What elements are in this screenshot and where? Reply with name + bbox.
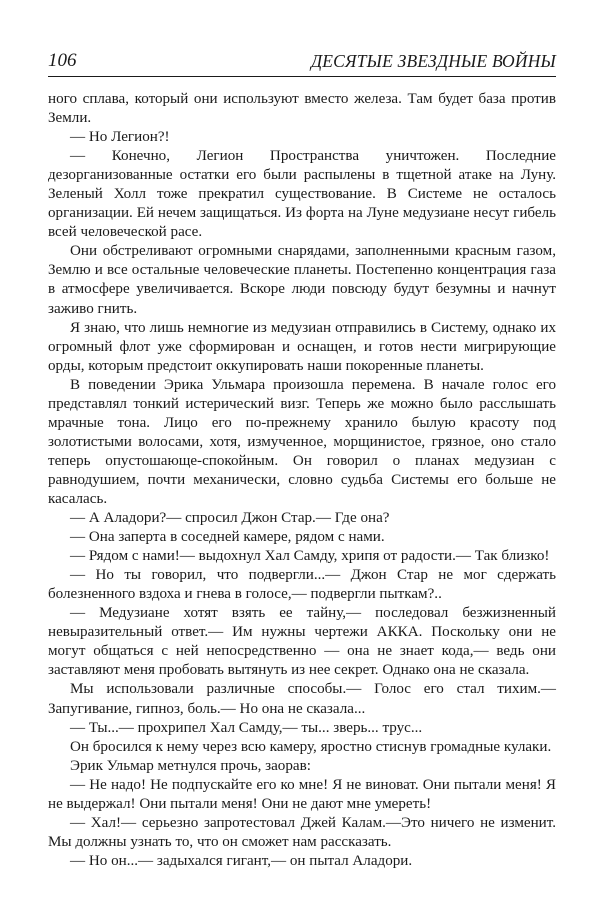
header-rule	[48, 76, 556, 77]
paragraph: — Рядом с нами!— выдохнул Хал Самду, хрипя от радости.— Так близко!	[70, 548, 550, 565]
paragraph: — Не надо! Не подпускайте его ко мне! Я не виноват. Они пытали меня! Я не выдержал! Они пытали меня! Они не дают мне умереть!	[48, 776, 556, 812]
paragraph: В поведении Эрика Ульмара произошла перемена. В начале голос его представлял тонкий истерический визг. Теперь же можно было расслышать мрачные тона. Лицо его по-прежнему хранило былую красоту под золотистыми волосами, хотя, измученное, морщинистое, грязное, оно стало теперь опустошающе-спокойным. Он говорил о планах медузиан с равнодушием, почти механически, словно судьба Системы его больше не касалась.	[48, 376, 556, 507]
paragraph: — Ты...— прохрипел Хал Самду,— ты... зверь... трус...	[70, 719, 423, 736]
paragraph: — Но ты говорил, что подвергли...— Джон Стар не мог сдержать болезненного вздоха и гнева в голосе,— подвергли пыткам?..	[48, 567, 556, 603]
paragraph: ного сплава, который они используют вместо железа. Там будет база против Земли.	[48, 91, 556, 127]
page-number: 106	[48, 50, 77, 71]
body-text	[48, 90, 556, 871]
running-title: ДЕСЯТЫЕ ЗВЕЗДНЫЕ ВОЙНЫ	[310, 51, 556, 71]
paragraph: — Она заперта в соседней камере, рядом с нами.	[70, 529, 385, 546]
paragraph: — А Аладори?— спросил Джон Стар.— Где она?	[70, 510, 390, 527]
paragraph: Они обстреливают огромными снарядами, заполненными красным газом, Землю и все остальные человеческие планеты. Постепенно концентрация газа в атмосфере увеличивается. Вскоре люди повсюду будут безумны и начнут заживо гнить.	[48, 243, 556, 317]
paragraph: Он бросился к нему через всю камеру, яростно стиснув громадные кулаки.	[70, 738, 552, 755]
page-header	[48, 50, 556, 74]
paragraph: — Хал!— серьезно запротестовал Джей Калам.—Это ничего не изменит. Мы должны узнать то, что он сможет нам рассказать.	[48, 814, 556, 850]
paragraph: — Конечно, Легион Пространства уничтожен. Последние дезорганизованные остатки его были распылены в тщетной атаке на Луну. Зеленый Холл тоже прекратил существование. В Системе не осталось организации. Ей нечем защищаться. Из форта на Луне медузиане несут гибель всей человеческой расе.	[48, 148, 556, 241]
paragraph: Эрик Ульмар метнулся прочь, заорав:	[70, 757, 311, 774]
paragraph: — Медузиане хотят взять ее тайну,— последовал безжизненный невыразительный ответ.— Им нужны чертежи АККА. Поскольку они не могут общаться с ней непосредственно — она не знает кода,— ведь они заставляют меня пробовать вытянуть из нее секрет. Однако она не сказала.	[48, 605, 556, 679]
paragraph: — Но Легион?!	[70, 129, 170, 146]
paragraph: Я знаю, что лишь немногие из медузиан отправились в Систему, однако их огромный флот уже сформирован и оснащен, и готов нести мигрирующие орды, которым предстоит оккупировать наши покоренные планеты.	[48, 319, 556, 374]
paragraph: — Но он...— задыхался гигант,— он пытал Аладори.	[70, 852, 413, 869]
paragraph: Мы использовали различные способы.— Голос его стал тихим.— Запугивание, гипноз, боль.— Но она не сказала...	[48, 681, 556, 717]
